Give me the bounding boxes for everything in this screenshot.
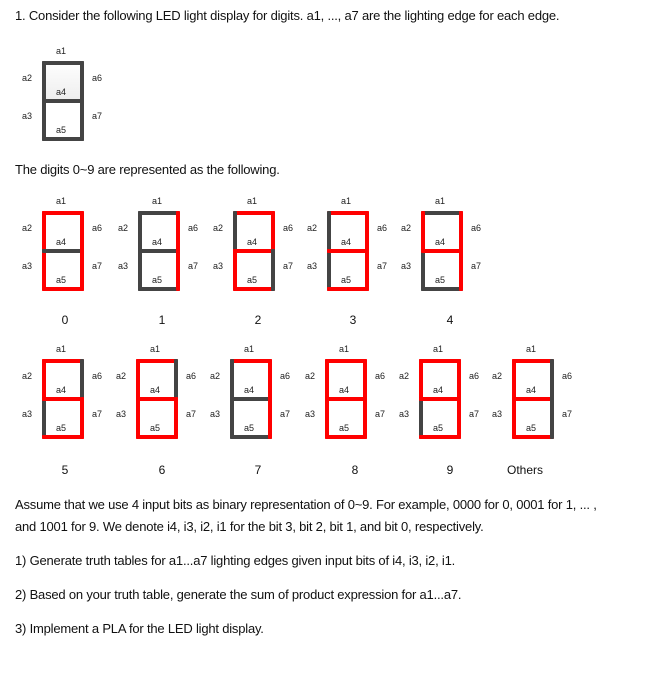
label-a4: a4: [150, 385, 161, 395]
segment-a6: [457, 359, 461, 401]
digits-intro: The digits 0~9 are represented as the following.: [15, 162, 280, 177]
label-a7: a7: [92, 261, 103, 271]
segment-a3: [42, 249, 46, 291]
label-a5: a5: [341, 275, 352, 285]
segment-a1: [325, 359, 367, 363]
label-a6: a6: [188, 223, 199, 233]
label-a7: a7: [469, 409, 480, 419]
label-a1: a1: [152, 196, 163, 206]
label-a3: a3: [22, 409, 33, 419]
digit-caption: Others: [506, 463, 543, 477]
label-a4: a4: [435, 237, 446, 247]
label-a7: a7: [562, 409, 573, 419]
label-a5: a5: [56, 125, 67, 135]
label-a7: a7: [377, 261, 388, 271]
label-a3: a3: [307, 261, 318, 271]
segment-a7: [268, 397, 272, 439]
label-a5: a5: [152, 275, 163, 285]
digit-caption: 2: [254, 313, 262, 327]
segment-a6: [176, 211, 180, 253]
label-a5: a5: [526, 423, 537, 433]
segment-a5: [327, 287, 369, 291]
segment-a6: [80, 61, 84, 103]
segment-a2: [136, 359, 140, 401]
segment-a4: [42, 397, 84, 401]
label-a4: a4: [152, 237, 163, 247]
label-a3: a3: [401, 261, 412, 271]
segment-a2: [42, 359, 46, 401]
segment-a3: [421, 249, 425, 291]
segment-a7: [80, 249, 84, 291]
segment-a3: [138, 249, 142, 291]
segment-a1: [42, 61, 84, 65]
segment-a1: [136, 359, 178, 363]
digit-caption: 4: [446, 313, 454, 327]
segment-a2: [42, 211, 46, 253]
label-a3: a3: [210, 409, 221, 419]
label-a3: a3: [22, 261, 33, 271]
task-1: 1) Generate truth tables for a1...a7 lighting edges given input bits of i4, i3, i2, i1.: [15, 553, 456, 568]
label-a6: a6: [92, 371, 103, 381]
segment-a2: [419, 359, 423, 401]
label-a7: a7: [283, 261, 294, 271]
segment-a7: [174, 397, 178, 439]
label-a5: a5: [433, 423, 444, 433]
label-a2: a2: [492, 371, 503, 381]
label-a3: a3: [118, 261, 129, 271]
segment-a1: [421, 211, 463, 215]
label-a5: a5: [435, 275, 446, 285]
label-a3: a3: [305, 409, 316, 419]
digit-caption: 3: [349, 313, 357, 327]
digit-display-7: [208, 339, 298, 439]
segment-a1: [230, 359, 272, 363]
label-a1: a1: [341, 196, 352, 206]
label-a6: a6: [471, 223, 482, 233]
segment-a4: [327, 249, 369, 253]
label-a5: a5: [244, 423, 255, 433]
segment-a5: [325, 435, 367, 439]
label-a4: a4: [247, 237, 258, 247]
segment-a7: [363, 397, 367, 439]
segment-a4: [233, 249, 275, 253]
segment-a4: [42, 249, 84, 253]
digit-caption: 9: [446, 463, 454, 477]
segment-a4: [42, 99, 84, 103]
label-a7: a7: [92, 111, 103, 121]
label-a6: a6: [283, 223, 294, 233]
label-a7: a7: [471, 261, 482, 271]
label-a5: a5: [247, 275, 258, 285]
label-a3: a3: [116, 409, 127, 419]
label-a4: a4: [56, 385, 67, 395]
segment-a6: [80, 359, 84, 401]
digit-display-4: [399, 191, 489, 291]
segment-a1: [512, 359, 554, 363]
label-a6: a6: [186, 371, 197, 381]
label-a6: a6: [92, 73, 103, 83]
segment-a2: [42, 61, 46, 103]
segment-a3: [325, 397, 329, 439]
segment-a1: [419, 359, 461, 363]
segment-a2: [138, 211, 142, 253]
segment-a4: [136, 397, 178, 401]
segment-a2: [233, 211, 237, 253]
label-a6: a6: [469, 371, 480, 381]
label-a1: a1: [56, 46, 67, 56]
segment-a4: [230, 397, 272, 401]
segment-a1: [233, 211, 275, 215]
segment-a3: [42, 397, 46, 439]
digit-display-2: [211, 191, 301, 291]
label-a2: a2: [399, 371, 410, 381]
segment-a2: [512, 359, 516, 401]
label-a1: a1: [433, 344, 444, 354]
digit-caption: 7: [254, 463, 262, 477]
segment-a5: [42, 435, 84, 439]
label-a2: a2: [401, 223, 412, 233]
segment-a5: [419, 435, 461, 439]
label-a4: a4: [339, 385, 350, 395]
digit-display-8: [303, 339, 393, 439]
segment-a2: [421, 211, 425, 253]
label-a2: a2: [307, 223, 318, 233]
segment-a5: [42, 287, 84, 291]
segment-a6: [550, 359, 554, 401]
segment-a3: [419, 397, 423, 439]
label-a2: a2: [116, 371, 127, 381]
segment-a6: [268, 359, 272, 401]
segment-a7: [365, 249, 369, 291]
label-a5: a5: [150, 423, 161, 433]
segment-a6: [363, 359, 367, 401]
label-a4: a4: [244, 385, 255, 395]
label-a2: a2: [22, 73, 33, 83]
label-a5: a5: [56, 423, 67, 433]
segment-a7: [80, 397, 84, 439]
label-a2: a2: [22, 223, 33, 233]
digit-display-others: [490, 339, 580, 439]
segment-a1: [42, 359, 84, 363]
segment-a2: [230, 359, 234, 401]
label-a4: a4: [56, 87, 67, 97]
digit-display-1: [116, 191, 206, 291]
label-a6: a6: [375, 371, 386, 381]
segment-a3: [136, 397, 140, 439]
segment-a6: [80, 211, 84, 253]
segment-a7: [176, 249, 180, 291]
digit-caption: 6: [158, 463, 166, 477]
label-a3: a3: [492, 409, 503, 419]
segment-a1: [138, 211, 180, 215]
segment-a2: [327, 211, 331, 253]
label-a7: a7: [92, 409, 103, 419]
label-a4: a4: [341, 237, 352, 247]
digit-display-9: [397, 339, 487, 439]
segment-a4: [138, 249, 180, 253]
segment-a6: [174, 359, 178, 401]
label-a7: a7: [280, 409, 291, 419]
segment-a1: [327, 211, 369, 215]
digit-caption: 5: [61, 463, 69, 477]
label-a1: a1: [150, 344, 161, 354]
label-a6: a6: [280, 371, 291, 381]
segment-a7: [550, 397, 554, 439]
label-a6: a6: [562, 371, 573, 381]
segment-a5: [230, 435, 272, 439]
label-a2: a2: [305, 371, 316, 381]
label-a6: a6: [92, 223, 103, 233]
segment-a4: [419, 397, 461, 401]
segment-a7: [459, 249, 463, 291]
task-3: 3) Implement a PLA for the LED light display.: [15, 621, 264, 636]
label-a4: a4: [433, 385, 444, 395]
segment-a5: [421, 287, 463, 291]
digit-display-3: [305, 191, 395, 291]
label-a5: a5: [56, 275, 67, 285]
segment-a5: [512, 435, 554, 439]
label-a3: a3: [22, 111, 33, 121]
segment-a5: [42, 137, 84, 141]
label-a7: a7: [188, 261, 199, 271]
label-a4: a4: [56, 237, 67, 247]
label-a1: a1: [56, 344, 67, 354]
digit-display-5: [20, 339, 110, 439]
label-a2: a2: [210, 371, 221, 381]
segment-a4: [421, 249, 463, 253]
digit-display-6: [114, 339, 204, 439]
segment-a3: [512, 397, 516, 439]
label-a6: a6: [377, 223, 388, 233]
label-a2: a2: [22, 371, 33, 381]
label-a2: a2: [118, 223, 129, 233]
label-a1: a1: [247, 196, 258, 206]
label-a5: a5: [339, 423, 350, 433]
label-a4: a4: [526, 385, 537, 395]
segment-a5: [233, 287, 275, 291]
label-a1: a1: [435, 196, 446, 206]
label-a7: a7: [375, 409, 386, 419]
segment-a7: [271, 249, 275, 291]
question-title: 1. Consider the following LED light display for digits. a1, ..., a7 are the lighting edge for each edge.: [15, 8, 560, 23]
digit-display-0: [20, 191, 110, 291]
segment-a7: [80, 99, 84, 141]
segment-a4: [325, 397, 367, 401]
label-a1: a1: [244, 344, 255, 354]
segment-a3: [233, 249, 237, 291]
assume-line-2: and 1001 for 9. We denote i4, i3, i2, i1 for the bit 3, bit 2, bit 1, and bit 0, respectively.: [15, 519, 484, 534]
segment-legend-diagram: [20, 41, 110, 141]
digit-caption: 8: [351, 463, 359, 477]
label-a3: a3: [213, 261, 224, 271]
label-a1: a1: [339, 344, 350, 354]
task-2: 2) Based on your truth table, generate the sum of product expression for a1...a7.: [15, 587, 462, 602]
segment-a3: [230, 397, 234, 439]
segment-a7: [457, 397, 461, 439]
label-a1: a1: [56, 196, 67, 206]
segment-a6: [365, 211, 369, 253]
segment-a6: [271, 211, 275, 253]
segment-a3: [42, 99, 46, 141]
segment-a1: [42, 211, 84, 215]
label-a2: a2: [213, 223, 224, 233]
label-a1: a1: [526, 344, 537, 354]
segment-a5: [136, 435, 178, 439]
label-a3: a3: [399, 409, 410, 419]
label-a7: a7: [186, 409, 197, 419]
digit-caption: 1: [158, 313, 166, 327]
segment-a3: [327, 249, 331, 291]
segment-a2: [325, 359, 329, 401]
digit-caption: 0: [61, 313, 69, 327]
segment-a6: [459, 211, 463, 253]
segment-a4: [512, 397, 554, 401]
segment-a5: [138, 287, 180, 291]
assume-line-1: Assume that we use 4 input bits as binary representation of 0~9. For example, 0000 for 0, 0001 for 1, ... ,: [15, 497, 597, 512]
